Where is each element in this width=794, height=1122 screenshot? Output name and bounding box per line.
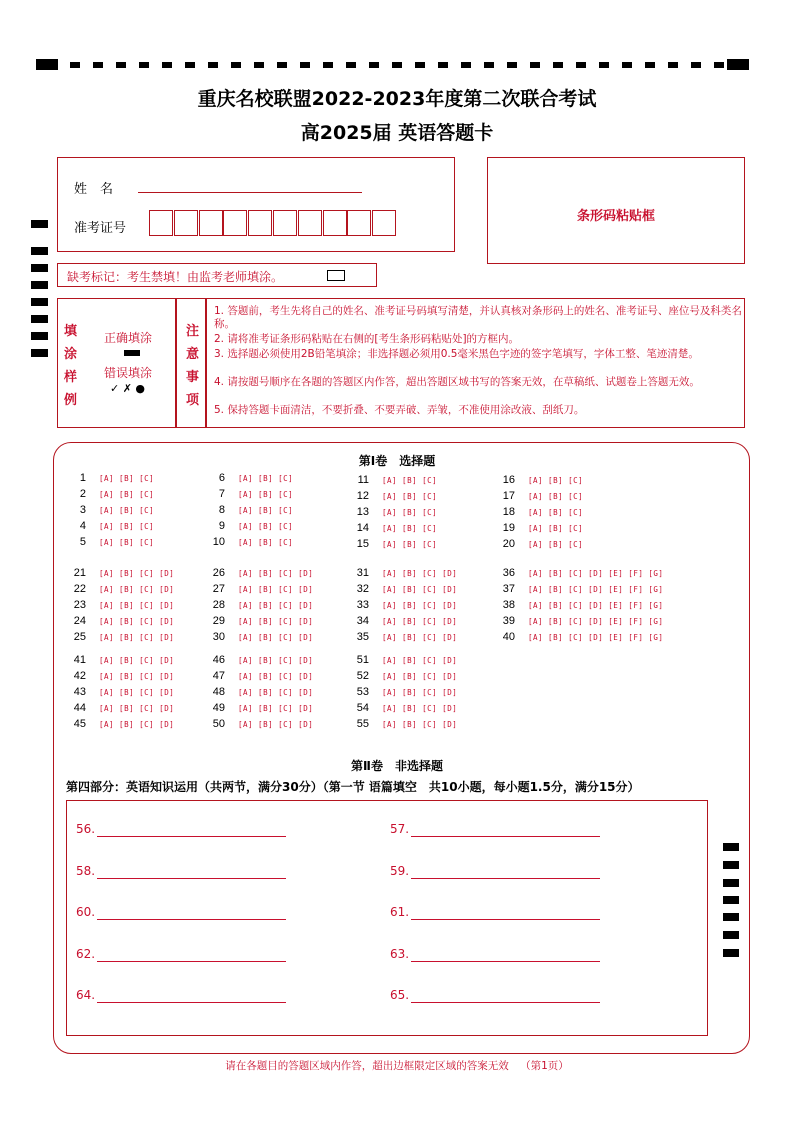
id-digit-cell[interactable] <box>174 210 198 236</box>
dash-segment <box>461 62 471 68</box>
answer-options[interactable]: [A] [B] [C] [D] <box>99 720 175 729</box>
answer-options[interactable]: [A] [B] [C] <box>528 540 584 549</box>
timing-mark <box>31 220 48 228</box>
question-number: 16 <box>502 474 515 486</box>
question-number: 26 <box>212 567 225 579</box>
absence-checkbox[interactable] <box>327 270 345 281</box>
answer-options[interactable]: [A] [B] [C] <box>528 476 584 485</box>
section1-title: 第Ⅰ卷 选择题 <box>358 454 436 468</box>
answer-options[interactable]: [A] [B] [C] [D] <box>382 720 458 729</box>
question-number: 37 <box>502 583 515 595</box>
name-label: 姓 名 <box>74 182 114 197</box>
answer-line[interactable] <box>411 919 600 920</box>
dash-segment <box>415 62 425 68</box>
answer-options[interactable]: [A] [B] [C] [D] <box>99 704 175 713</box>
question-number: 25 <box>73 631 86 643</box>
answer-options[interactable]: [A] [B] [C] [D] <box>238 633 314 642</box>
fill-example-label: 填涂样例 <box>64 324 78 408</box>
note-item: 1. 答题前，考生先将自己的姓名、准考证号码填写清楚，并认真核对条形码上的姓名、准考证号、座位号及科类名称。 <box>214 305 742 330</box>
question-number: 32 <box>356 583 369 595</box>
blank-number: 59. <box>390 863 410 878</box>
answer-line[interactable] <box>411 878 600 879</box>
question-number: 11 <box>357 474 369 486</box>
timing-mark <box>31 264 48 272</box>
barcode-label: 条形码粘贴框 <box>576 209 655 224</box>
question-number: 4 <box>79 520 86 532</box>
question-number: 38 <box>502 599 515 611</box>
answer-options[interactable]: [A] [B] [C] [D] <box>238 720 314 729</box>
question-number: 49 <box>212 702 225 714</box>
answer-options[interactable]: [A] [B] [C] [D] <box>382 601 458 610</box>
wrong-fill-label: 错误填涂 <box>104 366 153 380</box>
question-number: 46 <box>212 654 225 666</box>
answer-options[interactable]: [A] [B] [C] <box>382 508 438 517</box>
question-number: 7 <box>218 488 225 500</box>
part-title: 第四部分：英语知识运用（共两节，满分30分）（第一节 语篇填空 共10小题，每小题1.5分，满分15分） <box>66 780 640 794</box>
answer-options[interactable]: [A] [B] [C] [D] <box>238 656 314 665</box>
id-digit-cell[interactable] <box>273 210 297 236</box>
answer-options[interactable]: [A] [B] [C] [D] <box>99 633 175 642</box>
blank-number: 64. <box>76 988 96 1002</box>
page-number: （第1页） <box>520 1060 569 1072</box>
question-number: 55 <box>356 718 369 730</box>
dash-segment <box>185 62 195 68</box>
answer-options[interactable]: [A] [B] [C] [D] [E] [F] [G] <box>528 601 664 610</box>
blank-number: 61. <box>390 905 410 919</box>
name-field-line[interactable] <box>138 192 362 193</box>
answer-options[interactable]: [A] [B] [C] <box>99 538 155 547</box>
footer-instruction: 请在各题目的答题区域内作答，超出边框限定区域的答案无效 <box>225 1060 509 1072</box>
question-number: 24 <box>73 615 86 627</box>
question-number: 33 <box>356 599 369 611</box>
timing-mark <box>31 281 48 289</box>
question-number: 12 <box>356 490 369 502</box>
question-number: 40 <box>502 631 515 643</box>
dash-segment <box>346 62 356 68</box>
alignment-mark-right <box>727 59 749 70</box>
dash-segment <box>93 62 103 68</box>
question-number: 45 <box>73 718 86 730</box>
question-number: 30 <box>212 631 225 643</box>
answer-options[interactable]: [A] [B] [C] [D] <box>99 656 175 665</box>
question-number: 15 <box>356 538 369 550</box>
question-number: 52 <box>356 670 369 682</box>
question-number: 10 <box>212 536 225 548</box>
timing-mark <box>723 913 739 921</box>
timing-mark <box>723 949 739 957</box>
answer-options[interactable]: [A] [B] [C] [D] <box>382 656 458 665</box>
id-label: 准考证号 <box>74 221 127 236</box>
correct-fill-label: 正确填涂 <box>104 331 153 345</box>
alignment-mark-left <box>36 59 58 70</box>
blank-number: 63. <box>390 946 410 961</box>
question-number: 35 <box>356 631 369 643</box>
dash-segment <box>622 62 632 68</box>
note-item: 2. 请将准考证条形码粘贴在右侧的[考生条形码粘贴处]的方框内。 <box>214 333 520 345</box>
question-number: 8 <box>218 504 225 516</box>
dash-segment <box>438 62 448 68</box>
answer-options[interactable]: [A] [B] [C] [D] <box>99 569 175 578</box>
timing-mark <box>723 896 739 904</box>
id-digit-cell[interactable] <box>149 210 173 236</box>
dash-segment <box>231 62 241 68</box>
dash-segment <box>553 62 563 68</box>
answer-options[interactable]: [A] [B] [C] [D] <box>382 704 458 713</box>
answer-line[interactable] <box>411 1002 600 1003</box>
dash-segment <box>254 62 264 68</box>
question-number: 17 <box>502 490 515 502</box>
dash-segment <box>70 62 80 68</box>
answer-options[interactable]: [A] [B] [C] <box>238 474 294 483</box>
dash-segment <box>116 62 126 68</box>
answer-options[interactable]: [A] [B] [C] [D] <box>238 688 314 697</box>
dash-segment <box>484 62 494 68</box>
answer-options[interactable]: [A] [B] [C] [D] [E] [F] [G] <box>528 633 664 642</box>
answer-options[interactable]: [A] [B] [C] <box>99 490 155 499</box>
dash-segment <box>139 62 149 68</box>
answer-line[interactable] <box>97 961 286 962</box>
dash-segment <box>691 62 701 68</box>
dash-segment <box>300 62 310 68</box>
question-number: 19 <box>502 522 515 534</box>
answer-options[interactable]: [A] [B] [C] [D] <box>99 585 175 594</box>
answer-line[interactable] <box>411 961 600 962</box>
dash-segment <box>369 62 379 68</box>
question-number: 23 <box>73 599 86 611</box>
timing-mark <box>723 879 739 887</box>
timing-mark <box>31 315 48 323</box>
answer-options[interactable]: [A] [B] [C] [D] <box>382 585 458 594</box>
answer-line[interactable] <box>97 836 286 837</box>
timing-mark <box>31 298 48 306</box>
answer-options[interactable]: [A] [B] [C] [D] <box>238 585 314 594</box>
answer-options[interactable]: [A] [B] [C] [D] <box>238 569 314 578</box>
answer-options[interactable]: [A] [B] [C] <box>238 522 294 531</box>
answer-options[interactable]: [A] [B] [C] <box>238 506 294 515</box>
blank-number: 60. <box>76 905 96 919</box>
answer-options[interactable]: [A] [B] [C] [D] <box>382 672 458 681</box>
answer-line[interactable] <box>97 1002 286 1003</box>
question-number: 34 <box>356 615 369 627</box>
blank-number: 56. <box>76 822 96 836</box>
question-number: 3 <box>79 504 86 516</box>
question-number: 27 <box>212 583 225 595</box>
question-number: 47 <box>212 670 225 682</box>
dash-segment <box>277 62 287 68</box>
question-number: 1 <box>79 472 86 484</box>
question-number: 29 <box>212 615 225 627</box>
dash-segment <box>208 62 218 68</box>
timing-mark <box>723 861 739 869</box>
question-number: 28 <box>212 599 225 611</box>
dash-segment <box>668 62 678 68</box>
id-digit-cell[interactable] <box>199 210 223 236</box>
exam-title: 重庆名校联盟2022-2023年度第二次联合考试 <box>197 88 597 110</box>
answer-options[interactable]: [A] [B] [C] <box>238 538 294 547</box>
question-number: 21 <box>73 567 86 579</box>
id-digit-cell[interactable] <box>347 210 371 236</box>
id-digit-cell[interactable] <box>223 210 247 236</box>
answer-options[interactable]: [A] [B] [C] [D] [E] [F] [G] <box>528 617 664 626</box>
answer-options[interactable]: [A] [B] [C] [D] <box>382 569 458 578</box>
question-number: 48 <box>212 686 225 698</box>
id-digit-cell[interactable] <box>298 210 322 236</box>
instructions-divider-2 <box>205 298 207 428</box>
answer-options[interactable]: [A] [B] [C] [D] [E] [F] [G] <box>528 569 664 578</box>
answer-options[interactable]: [A] [B] [C] <box>99 522 155 531</box>
question-number: 39 <box>502 615 515 627</box>
question-number: 54 <box>356 702 369 714</box>
blank-number: 65. <box>390 988 410 1002</box>
question-number: 13 <box>356 506 369 518</box>
answer-options[interactable]: [A] [B] [C] [D] <box>99 672 175 681</box>
answer-options[interactable]: [A] [B] [C] [D] [E] [F] [G] <box>528 585 664 594</box>
answer-options[interactable]: [A] [B] [C] <box>382 524 438 533</box>
answer-options[interactable]: [A] [B] [C] <box>99 474 155 483</box>
question-number: 50 <box>212 718 225 730</box>
question-number: 18 <box>502 506 515 518</box>
question-number: 14 <box>356 522 369 534</box>
question-number: 41 <box>73 654 86 666</box>
answer-line[interactable] <box>411 836 600 837</box>
dash-segment <box>645 62 655 68</box>
question-number: 51 <box>356 654 369 666</box>
dash-segment <box>323 62 333 68</box>
student-info-box <box>57 157 455 252</box>
answer-line[interactable] <box>97 878 286 879</box>
timing-mark <box>723 843 739 851</box>
timing-mark <box>31 332 48 340</box>
answer-options[interactable]: [A] [B] [C] <box>528 524 584 533</box>
dash-segment <box>714 62 724 68</box>
question-number: 2 <box>79 488 86 500</box>
section2-title: 第Ⅱ卷 非选择题 <box>351 759 443 773</box>
id-digit-cell[interactable] <box>372 210 396 236</box>
footer-text <box>0 1058 794 1073</box>
question-number: 53 <box>356 686 369 698</box>
answer-line[interactable] <box>97 919 286 920</box>
timing-mark <box>31 247 48 255</box>
dash-segment <box>576 62 586 68</box>
correct-fill-sample <box>124 350 140 356</box>
question-number: 36 <box>502 567 515 579</box>
notes-label: 注意事项 <box>186 324 200 408</box>
answer-options[interactable]: [A] [B] [C] <box>528 508 584 517</box>
answer-options[interactable]: [A] [B] [C] <box>382 492 438 501</box>
blank-number: 62. <box>76 946 96 961</box>
id-digit-cell[interactable] <box>248 210 272 236</box>
blank-number: 58. <box>76 863 96 878</box>
question-number: 6 <box>218 472 225 484</box>
dash-segment <box>507 62 517 68</box>
dash-segment <box>162 62 172 68</box>
absence-text: 缺考标记：考生禁填！由监考老师填涂。 <box>67 270 284 284</box>
question-number: 9 <box>218 520 225 532</box>
answer-options[interactable]: [A] [B] [C] <box>382 476 438 485</box>
question-number: 22 <box>73 583 86 595</box>
dash-segment <box>392 62 402 68</box>
note-item: 3. 选择题必须使用2B铅笔填涂；非选择题必须用0.5毫米黑色字迹的签字笔填写，字体工整、笔迹清楚。 <box>214 348 699 360</box>
question-number: 44 <box>73 702 86 714</box>
blank-number: 57. <box>390 822 410 836</box>
question-number: 31 <box>356 567 369 579</box>
answer-options[interactable]: [A] [B] [C] <box>238 490 294 499</box>
timing-mark <box>31 349 48 357</box>
answer-options[interactable]: [A] [B] [C] [D] <box>238 704 314 713</box>
question-number: 20 <box>502 538 515 550</box>
note-item: 5. 保持答题卡面清洁，不要折叠、不要弄破、弄皱，不准使用涂改液、刮纸刀。 <box>214 404 585 416</box>
answer-options[interactable]: [A] [B] [C] [D] <box>238 617 314 626</box>
answer-options[interactable]: [A] [B] [C] [D] <box>99 617 175 626</box>
answer-options[interactable]: [A] [B] [C] <box>528 492 584 501</box>
question-number: 5 <box>79 536 86 548</box>
timing-mark <box>723 931 739 939</box>
answer-options[interactable]: [A] [B] [C] [D] <box>382 688 458 697</box>
instructions-divider-1 <box>175 298 177 428</box>
answer-options[interactable]: [A] [B] [C] <box>99 506 155 515</box>
answer-options[interactable]: [A] [B] [C] <box>382 540 438 549</box>
answer-options[interactable]: [A] [B] [C] [D] <box>382 633 458 642</box>
answer-options[interactable]: [A] [B] [C] [D] <box>238 672 314 681</box>
note-item: 4. 请按题号顺序在各题的答题区内作答，超出答题区域书写的答案无效，在草稿纸、试题卷上答题无效。 <box>214 376 700 388</box>
answer-options[interactable]: [A] [B] [C] [D] <box>99 601 175 610</box>
answer-options[interactable]: [A] [B] [C] [D] <box>238 601 314 610</box>
question-number: 43 <box>73 686 86 698</box>
dash-segment <box>530 62 540 68</box>
answer-options[interactable]: [A] [B] [C] [D] <box>99 688 175 697</box>
card-title: 高2025届 英语答题卡 <box>300 122 494 144</box>
id-digit-cell[interactable] <box>323 210 347 236</box>
wrong-fill-samples: ✓ ✗ ● <box>110 382 146 395</box>
dash-segment <box>599 62 609 68</box>
question-number: 42 <box>73 670 86 682</box>
answer-options[interactable]: [A] [B] [C] [D] <box>382 617 458 626</box>
